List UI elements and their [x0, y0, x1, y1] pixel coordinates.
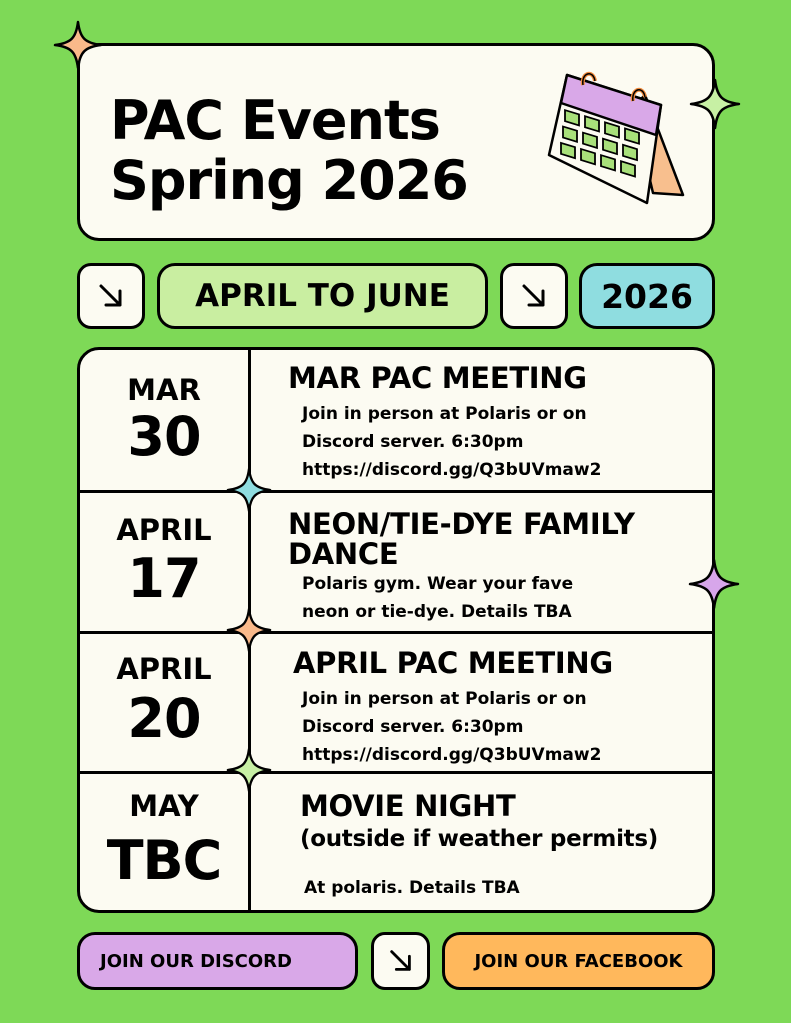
year-pill	[579, 263, 715, 329]
event-description: Polaris gym. Wear your fave neon or tie-dye. Details TBA	[302, 574, 574, 622]
events-table	[77, 347, 715, 913]
event-day: 20	[127, 687, 201, 750]
event-description: Join in person at Polaris or on Discord server. 6:30pm https://discord.gg/Q3bUVmaw2	[302, 404, 602, 480]
sparkle-purple-icon	[688, 558, 740, 610]
join-facebook-button[interactable]	[442, 932, 715, 990]
row-divider	[80, 771, 712, 774]
arrow-down-right-icon	[96, 281, 126, 311]
sparkle-cyan-icon	[226, 467, 272, 513]
event-day: 30	[127, 405, 201, 468]
row-divider	[80, 490, 712, 493]
event-day: TBC	[106, 829, 222, 892]
row-divider	[80, 631, 712, 634]
arrow-box-right	[500, 263, 568, 329]
event-description: At polaris. Details TBA	[304, 878, 520, 898]
event-title: MOVIE NIGHT	[300, 789, 516, 823]
sparkle-green-icon	[226, 747, 272, 793]
event-month: MAY	[129, 789, 199, 823]
event-description: Join in person at Polaris or on Discord server. 6:30pm https://discord.gg/Q3bUVmaw2	[302, 689, 602, 765]
months-range-pill	[157, 263, 488, 329]
event-month: MAR	[127, 373, 201, 407]
event-month: APRIL	[116, 652, 212, 686]
event-subtitle: (outside if weather permits)	[300, 826, 658, 852]
event-month: APRIL	[116, 513, 212, 547]
event-title: NEON/TIE-DYE FAMILY	[288, 507, 635, 541]
event-title: APRIL PAC MEETING	[293, 646, 613, 680]
arrow-down-right-icon	[387, 947, 415, 975]
months-range-label: APRIL TO JUNE	[195, 278, 450, 314]
arrow-down-right-icon	[519, 281, 549, 311]
page-title-line1: PAC Events	[110, 89, 440, 152]
event-day: 17	[127, 547, 201, 610]
sparkle-green-icon	[689, 78, 741, 130]
sparkle-orange-icon	[226, 607, 272, 653]
event-title-line2: DANCE	[288, 537, 399, 571]
join-discord-button[interactable]	[77, 932, 358, 990]
page-title-line2: Spring 2026	[110, 149, 468, 212]
year-label: 2026	[601, 276, 693, 316]
event-title: MAR PAC MEETING	[288, 361, 587, 395]
calendar-icon	[545, 65, 690, 205]
sparkle-orange-icon	[53, 20, 103, 70]
arrow-box-left	[77, 263, 145, 329]
join-discord-label: JOIN OUR DISCORD	[100, 950, 292, 972]
footer-arrow-box	[371, 932, 430, 990]
join-facebook-label: JOIN OUR FACEBOOK	[474, 950, 683, 972]
